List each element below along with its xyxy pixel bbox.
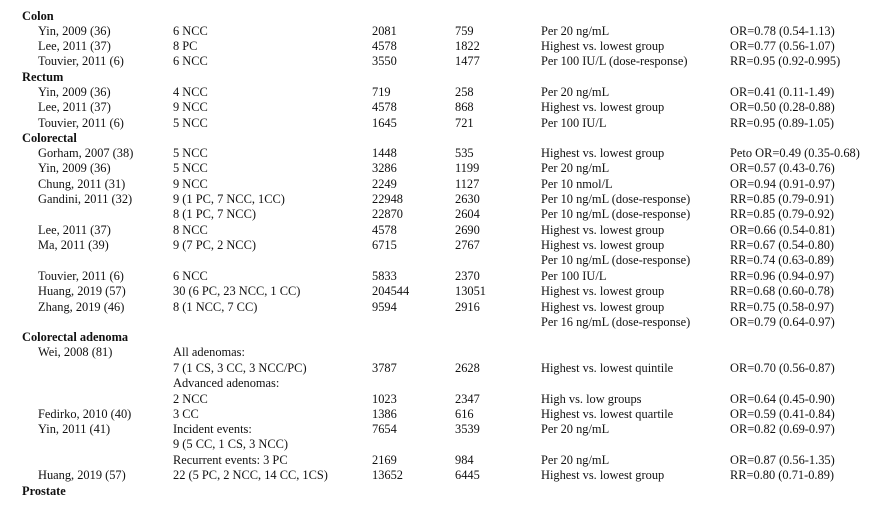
table-row xyxy=(0,468,894,483)
design-cell: 30 (6 PC, 23 NCC, 1 CC) xyxy=(173,284,301,298)
table-row xyxy=(0,39,894,54)
comparison-cell: Highest vs. lowest quintile xyxy=(541,361,674,375)
estimate-cell: OR=0.41 (0.11-1.49) xyxy=(730,85,835,99)
comparison-cell: Per 10 ng/mL (dose-response) xyxy=(541,253,691,267)
study-cell: Gorham, 2007 (38) xyxy=(38,146,134,160)
table-row xyxy=(0,24,894,39)
section-heading: Colorectal xyxy=(22,131,77,145)
study-cell: Wei, 2008 (81) xyxy=(38,345,113,359)
n-total-cell: 3286 xyxy=(372,161,397,175)
table-row xyxy=(0,54,894,69)
n-cases-cell: 2347 xyxy=(455,392,480,406)
n-cases-cell: 1127 xyxy=(455,177,480,191)
study-cell: Yin, 2009 (36) xyxy=(38,24,111,38)
n-total-cell: 204544 xyxy=(372,284,410,298)
section-heading: Colorectal adenoma xyxy=(22,330,129,344)
design-cell: 8 (1 NCC, 7 CC) xyxy=(173,300,258,314)
comparison-cell: Highest vs. lowest group xyxy=(541,300,665,314)
n-total-cell: 1645 xyxy=(372,116,397,130)
section-row-colorectal-adenoma xyxy=(0,330,894,345)
n-cases-cell: 2767 xyxy=(455,238,480,252)
n-total-cell: 1386 xyxy=(372,407,397,421)
table-row-continued xyxy=(0,376,894,391)
n-total-cell: 2249 xyxy=(372,177,397,191)
comparison-cell: Per 20 ng/mL xyxy=(541,85,610,99)
estimate-cell: OR=0.66 (0.54-0.81) xyxy=(730,223,835,237)
comparison-cell: Per 10 ng/mL (dose-response) xyxy=(541,192,691,206)
estimate-cell: OR=0.59 (0.41-0.84) xyxy=(730,407,835,421)
study-cell: Ma, 2011 (39) xyxy=(38,238,109,252)
study-cell: Lee, 2011 (37) xyxy=(38,39,111,53)
design-cell: 22 (5 PC, 2 NCC, 14 CC, 1CS) xyxy=(173,468,328,482)
estimate-cell: RR=0.75 (0.58-0.97) xyxy=(730,300,835,314)
n-total-cell: 4578 xyxy=(372,223,397,237)
estimate-cell: OR=0.77 (0.56-1.07) xyxy=(730,39,835,53)
estimate-cell: OR=0.87 (0.56-1.35) xyxy=(730,453,835,467)
n-cases-cell: 759 xyxy=(455,24,474,38)
table-row-continued xyxy=(0,453,894,468)
comparison-cell: Per 100 IU/L (dose-response) xyxy=(541,54,688,68)
n-total-cell: 22948 xyxy=(372,192,403,206)
design-cell: 4 NCC xyxy=(173,85,208,99)
n-cases-cell: 2628 xyxy=(455,361,480,375)
estimate-cell: Peto OR=0.49 (0.35-0.68) xyxy=(730,146,860,160)
estimate-cell: RR=0.95 (0.89-1.05) xyxy=(730,116,835,130)
comparison-cell: Highest vs. lowest group xyxy=(541,223,665,237)
table-row-continued xyxy=(0,207,894,222)
design-cell: Incident events: xyxy=(173,422,252,436)
design-cell: 8 (1 PC, 7 NCC) xyxy=(173,207,256,221)
study-cell: Yin, 2011 (41) xyxy=(38,422,111,436)
comparison-cell: Highest vs. lowest quartile xyxy=(541,407,674,421)
comparison-cell: Highest vs. lowest group xyxy=(541,468,665,482)
section-heading: Rectum xyxy=(22,70,64,84)
design-cell: 9 (1 PC, 7 NCC, 1CC) xyxy=(173,192,285,206)
comparison-cell: Per 16 ng/mL (dose-response) xyxy=(541,315,691,329)
table-row xyxy=(0,146,894,161)
comparison-cell: Per 20 ng/mL xyxy=(541,161,610,175)
comparison-cell: Per 20 ng/mL xyxy=(541,422,610,436)
table-row xyxy=(0,116,894,131)
estimate-cell: OR=0.94 (0.91-0.97) xyxy=(730,177,835,191)
design-cell: All adenomas: xyxy=(173,345,245,359)
comparison-cell: Highest vs. lowest group xyxy=(541,284,665,298)
estimate-cell: OR=0.78 (0.54-1.13) xyxy=(730,24,835,38)
table-row xyxy=(0,177,894,192)
n-total-cell: 719 xyxy=(372,85,391,99)
estimate-cell: OR=0.79 (0.64-0.97) xyxy=(730,315,835,329)
study-cell: Yin, 2009 (36) xyxy=(38,161,111,175)
estimate-cell: RR=0.68 (0.60-0.78) xyxy=(730,284,835,298)
table-row xyxy=(0,300,894,315)
n-total-cell: 13652 xyxy=(372,468,403,482)
comparison-cell: Per 100 IU/L xyxy=(541,269,607,283)
n-cases-cell: 3539 xyxy=(455,422,480,436)
n-cases-cell: 13051 xyxy=(455,284,486,298)
n-total-cell: 3787 xyxy=(372,361,397,375)
estimate-cell: OR=0.70 (0.56-0.87) xyxy=(730,361,835,375)
n-total-cell: 5833 xyxy=(372,269,397,283)
estimate-cell: RR=0.80 (0.71-0.89) xyxy=(730,468,835,482)
study-cell: Chung, 2011 (31) xyxy=(38,177,126,191)
design-cell: 8 PC xyxy=(173,39,198,53)
design-cell: 3 CC xyxy=(173,407,199,421)
n-total-cell: 6715 xyxy=(372,238,397,252)
design-cell: 5 NCC xyxy=(173,116,208,130)
table-row xyxy=(0,422,894,437)
n-total-cell: 2081 xyxy=(372,24,397,38)
design-cell: 6 NCC xyxy=(173,269,208,283)
estimate-cell: RR=0.74 (0.63-0.89) xyxy=(730,253,835,267)
n-cases-cell: 2916 xyxy=(455,300,480,314)
n-cases-cell: 535 xyxy=(455,146,474,160)
n-cases-cell: 616 xyxy=(455,407,474,421)
table-row xyxy=(0,238,894,253)
n-total-cell: 7654 xyxy=(372,422,397,436)
table-row xyxy=(0,269,894,284)
n-cases-cell: 2690 xyxy=(455,223,480,237)
comparison-cell: Highest vs. lowest group xyxy=(541,100,665,114)
n-total-cell: 9594 xyxy=(372,300,397,314)
design-cell: 6 NCC xyxy=(173,54,208,68)
section-heading: Colon xyxy=(22,9,54,23)
table-row xyxy=(0,100,894,115)
comparison-cell: Per 100 IU/L xyxy=(541,116,607,130)
study-cell: Yin, 2009 (36) xyxy=(38,85,111,99)
design-cell: 7 (1 CS, 3 CC, 3 NCC/PC) xyxy=(173,361,307,375)
estimate-cell: OR=0.64 (0.45-0.90) xyxy=(730,392,835,406)
comparison-cell: Per 20 ng/mL xyxy=(541,453,610,467)
n-cases-cell: 2604 xyxy=(455,207,480,221)
design-cell: 9 (7 PC, 2 NCC) xyxy=(173,238,256,252)
n-cases-cell: 2370 xyxy=(455,269,480,283)
estimate-cell: OR=0.57 (0.43-0.76) xyxy=(730,161,835,175)
design-cell: 2 NCC xyxy=(173,392,208,406)
n-cases-cell: 868 xyxy=(455,100,474,114)
n-total-cell: 1448 xyxy=(372,146,397,160)
comparison-cell: High vs. low groups xyxy=(541,392,642,406)
estimate-cell: RR=0.85 (0.79-0.92) xyxy=(730,207,835,221)
n-cases-cell: 258 xyxy=(455,85,474,99)
study-cell: Fedirko, 2010 (40) xyxy=(38,407,132,421)
estimate-cell: OR=0.82 (0.69-0.97) xyxy=(730,422,835,436)
design-cell: Recurrent events: 3 PC xyxy=(173,453,288,467)
n-cases-cell: 1199 xyxy=(455,161,480,175)
design-cell: 8 NCC xyxy=(173,223,208,237)
design-cell: 5 NCC xyxy=(173,146,208,160)
table-row xyxy=(0,223,894,238)
n-total-cell: 1023 xyxy=(372,392,397,406)
estimate-cell: RR=0.67 (0.54-0.80) xyxy=(730,238,835,252)
design-cell: 9 NCC xyxy=(173,177,208,191)
study-cell: Huang, 2019 (57) xyxy=(38,468,126,482)
table-row xyxy=(0,284,894,299)
n-cases-cell: 1477 xyxy=(455,54,480,68)
table-row xyxy=(0,407,894,422)
study-cell: Touvier, 2011 (6) xyxy=(38,269,124,283)
table-row-continued xyxy=(0,253,894,268)
design-cell: Advanced adenomas: xyxy=(173,376,280,390)
estimate-cell: RR=0.85 (0.79-0.91) xyxy=(730,192,835,206)
n-cases-cell: 984 xyxy=(455,453,474,467)
section-row-rectum xyxy=(0,70,894,85)
n-total-cell: 4578 xyxy=(372,100,397,114)
section-row-prostate xyxy=(0,484,894,499)
table-row xyxy=(0,161,894,176)
comparison-cell: Highest vs. lowest group xyxy=(541,39,665,53)
design-cell: 6 NCC xyxy=(173,24,208,38)
study-cell: Touvier, 2011 (6) xyxy=(38,54,124,68)
comparison-cell: Per 10 ng/mL (dose-response) xyxy=(541,207,691,221)
study-cell: Huang, 2019 (57) xyxy=(38,284,126,298)
n-cases-cell: 721 xyxy=(455,116,474,130)
design-cell: 9 (5 CC, 1 CS, 3 NCC) xyxy=(173,437,288,451)
n-cases-cell: 1822 xyxy=(455,39,480,53)
table-row-continued xyxy=(0,315,894,330)
table-row-continued xyxy=(0,437,894,452)
n-total-cell: 22870 xyxy=(372,207,403,221)
estimate-cell: RR=0.96 (0.94-0.97) xyxy=(730,269,835,283)
study-cell: Zhang, 2019 (46) xyxy=(38,300,125,314)
table-row xyxy=(0,85,894,100)
study-cell: Touvier, 2011 (6) xyxy=(38,116,124,130)
study-cell: Lee, 2011 (37) xyxy=(38,100,111,114)
table-row-continued xyxy=(0,361,894,376)
study-cell: Lee, 2011 (37) xyxy=(38,223,111,237)
comparison-cell: Highest vs. lowest group xyxy=(541,146,665,160)
table-row-continued xyxy=(0,392,894,407)
estimate-cell: OR=0.50 (0.28-0.88) xyxy=(730,100,835,114)
n-cases-cell: 2630 xyxy=(455,192,480,206)
n-cases-cell: 6445 xyxy=(455,468,480,482)
table-row xyxy=(0,345,894,360)
n-total-cell: 4578 xyxy=(372,39,397,53)
design-cell: 9 NCC xyxy=(173,100,208,114)
comparison-cell: Per 20 ng/mL xyxy=(541,24,610,38)
table-row xyxy=(0,192,894,207)
comparison-cell: Highest vs. lowest group xyxy=(541,238,665,252)
n-total-cell: 2169 xyxy=(372,453,397,467)
section-row-colorectal xyxy=(0,131,894,146)
comparison-cell: Per 10 nmol/L xyxy=(541,177,613,191)
design-cell: 5 NCC xyxy=(173,161,208,175)
n-total-cell: 3550 xyxy=(372,54,397,68)
section-row-colon xyxy=(0,9,894,24)
study-cell: Gandini, 2011 (32) xyxy=(38,192,133,206)
section-heading: Prostate xyxy=(22,484,66,498)
estimate-cell: RR=0.95 (0.92-0.995) xyxy=(730,54,841,68)
